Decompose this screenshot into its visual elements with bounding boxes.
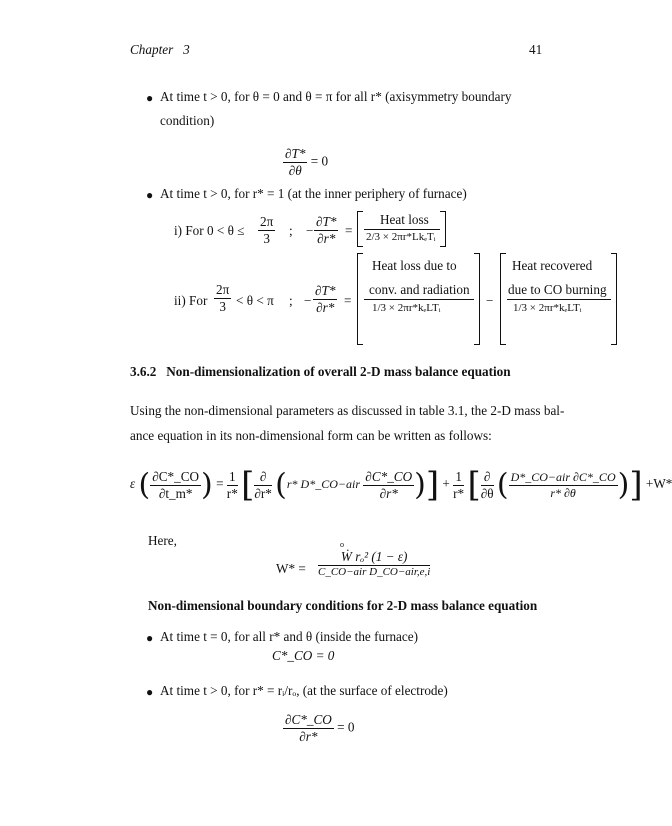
case-ii-box2-den: 1/3 × 2πr*kₑLTᵢ (513, 302, 582, 314)
bracket-left (357, 211, 363, 247)
bullet-dot: ● (146, 685, 154, 699)
page-number: 41 (529, 42, 543, 57)
frac-line (364, 229, 440, 230)
case-ii-box1-den: 1/3 × 2πr*kₑLTᵢ (372, 302, 441, 314)
equation-1: $\frac{\partial T*}{\partial\theta}$ = 0 (285, 146, 329, 178)
case-ii-label: ii) For (174, 293, 208, 308)
w-equation-lhs: W* = (276, 561, 306, 576)
case-ii-eq: = (344, 293, 352, 308)
case-ii-sep: ; (289, 293, 293, 308)
bullet-dot: ● (146, 188, 154, 202)
frac-line (364, 299, 474, 300)
case-i-box-num: Heat loss (380, 212, 429, 227)
case-ii-cond: < θ < π (236, 293, 274, 308)
bc-heading: Non-dimensional boundary conditions for 2-D mass balance equation (148, 598, 538, 613)
case-ii-lhs: $\frac{\partial T*}{\partial r*}$ (315, 283, 336, 315)
chapter-label: Chapter 3 (130, 42, 190, 57)
paragraph-line2: ance equation in its non-dimensional form can be written as follows: (130, 428, 492, 443)
case-i-frac: $\frac{2\pi}{3}$ (260, 214, 274, 246)
main-equation: ε ( $\frac{\partial C*\_CO}{\partial t\_m*}$ ) = $\frac{1}{r*}$ [ $\frac{\partial}{\partial r*}$ (r* D*_CO−air $\frac{\partial C*\_CO}{\partial r*}$ )] + $\frac{1}{r*}$ [ $\frac{\partial}{\partial\theta}$ ( $\frac{\text{D*\_CO−air ∂C*\_CO}}{r* \partial\theta}$ )] +W* (130, 465, 672, 505)
case-ii-minus: − (486, 293, 494, 308)
paragraph-line1: Using the non-dimensional parameters as discussed in table 3.1, the 2-D mass bal- (130, 403, 565, 418)
bullet-dot: ● (146, 631, 154, 645)
bracket-right (611, 253, 617, 345)
case-ii-box2-line2: due to CO burning (508, 282, 607, 297)
bullet3-eq: C*_CO = 0 (272, 648, 335, 663)
section-heading: 3.6.2 Non-dimensionalization of overall 2-D mass balance equation (130, 364, 511, 379)
case-ii-box1-line2: conv. and radiation (369, 282, 470, 297)
bullet-dot: ● (146, 91, 154, 105)
bracket-left (500, 253, 506, 345)
case-ii-box1-line1: Heat loss due to (372, 258, 457, 273)
case-ii-minus-lhs: − (304, 293, 312, 308)
bracket-right (474, 253, 480, 345)
bullet2-text: At time t > 0, for r* = 1 (at the inner periphery of furnace) (160, 186, 467, 201)
here-label: Here, (148, 533, 177, 548)
frac-line (507, 299, 611, 300)
bullet1-line1: At time t > 0, for θ = 0 and θ = π for all r* (axisymmetry boundary (160, 89, 512, 104)
case-i-eq: = (345, 223, 353, 238)
w-equation-frac: Ẇ rₒ² (1 − ε) C_CO−air D_CO−air,e,i (318, 549, 431, 578)
case-i-minus: − (306, 223, 314, 238)
w-dot: o (340, 540, 344, 549)
bullet3-text: At time t = 0, for all r* and θ (inside the furnace) (160, 629, 419, 644)
case-i-box-den: 2/3 × 2πr*LkₑTᵢ (366, 231, 436, 243)
bullet4-text: At time t > 0, for r* = rᵢ/rₒ, (at the surface of electrode) (160, 683, 448, 698)
bracket-right (440, 211, 446, 247)
bullet4-eq: $\frac{\partial C*\_CO}{\partial r*}$ = 0 (285, 712, 355, 744)
case-ii-frac: $\frac{2\pi}{3}$ (216, 282, 230, 314)
case-i-lhs: $\frac{\partial T*}{\partial r*}$ (316, 214, 337, 246)
case-i-sep: ; (289, 223, 293, 238)
bracket-left (357, 253, 363, 345)
bullet1-line2: condition) (160, 113, 215, 128)
case-i-label: i) For 0 < θ ≤ (174, 223, 245, 238)
case-ii-box2-line1: Heat recovered (512, 258, 593, 273)
